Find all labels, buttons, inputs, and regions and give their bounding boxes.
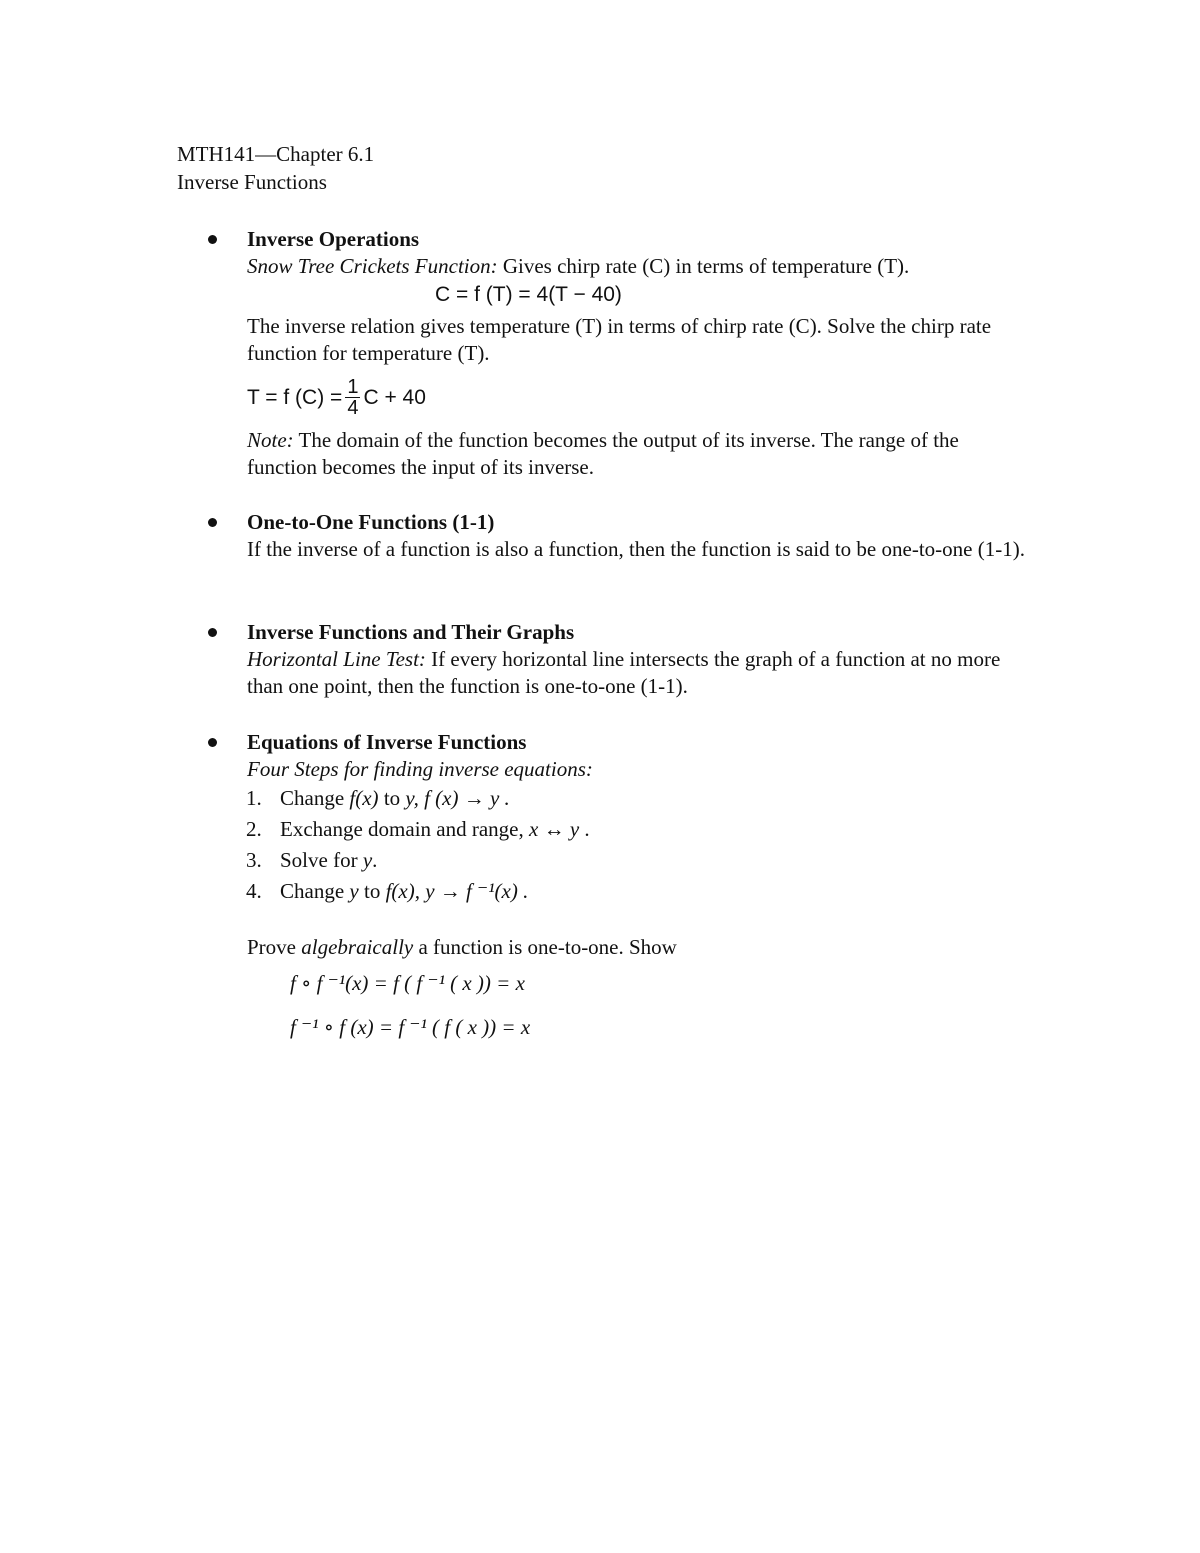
horizontal-line-test	[247, 646, 1030, 700]
fraction-denominator: 4	[347, 396, 359, 419]
step-item	[210, 814, 1030, 845]
prove-text: a function is one-to-one. Show	[413, 935, 677, 959]
composition-equation-1: f ∘ f ⁻¹(x) = f ( f ⁻¹ ( x )) = x	[290, 971, 525, 995]
topic-title: Inverse Functions	[177, 170, 327, 194]
section-one-to-one	[210, 509, 1030, 563]
section-equations	[210, 729, 1030, 1049]
section-title: One-to-One Functions (1-1)	[247, 510, 495, 534]
step-text: .	[579, 817, 590, 841]
section-title: Inverse Operations	[247, 227, 420, 251]
note-text: The domain of the function becomes the output of its inverse. The range of the function becomes the input of its inverse.	[247, 428, 959, 479]
step-number: 4.	[246, 879, 262, 903]
step-number: 3.	[246, 848, 262, 872]
section-text: If the inverse of a function is also a function, then the function is said to be one-to-one (1-1).	[247, 537, 1025, 561]
step-text: to	[378, 786, 406, 810]
step-math: x ↔ y	[529, 817, 580, 841]
step-math: y	[362, 848, 373, 872]
composition-equation-2: f ⁻¹ ∘ f (x) = f ⁻¹ ( f ( x )) = x	[290, 1015, 531, 1039]
step-item	[210, 876, 1030, 907]
step-text: Solve for	[280, 848, 363, 872]
step-math: f(x)	[349, 786, 379, 810]
step-text: to	[358, 879, 386, 903]
step-text: Change	[280, 786, 350, 810]
bullet-icon	[208, 518, 217, 527]
step-text: .	[372, 848, 378, 872]
eq-left: T = f (C) =	[247, 385, 343, 409]
label-italic: Horizontal Line Test:	[247, 647, 426, 671]
step-text: Change	[280, 879, 350, 903]
step-number: 2.	[246, 817, 262, 841]
label-italic: Snow Tree Crickets Function:	[247, 254, 498, 278]
step-text: Exchange domain and range,	[280, 817, 529, 841]
bullet-icon	[208, 628, 217, 637]
prove-emphasis: algebraically	[301, 935, 414, 959]
course-title: MTH141—Chapter 6.1	[177, 142, 375, 166]
chirp-equation: C = f (T) = 4(T − 40)	[435, 283, 622, 306]
step-number: 1.	[246, 786, 262, 810]
note-label: Note:	[247, 428, 294, 452]
section-title: Equations of Inverse Functions	[247, 730, 527, 754]
inverse-paragraph: The inverse relation gives temperature (T) in terms of chirp rate (C). Solve the chirp rate function for temperature (T).	[247, 314, 992, 365]
steps-subtitle: Four Steps for finding inverse equations:	[247, 757, 593, 781]
prove-paragraph	[247, 934, 1030, 961]
bullet-icon	[208, 235, 217, 244]
inverse-equation	[247, 369, 1030, 425]
cricket-description	[247, 253, 1030, 280]
section-title: Inverse Functions and Their Graphs	[247, 620, 575, 644]
bullet-icon	[208, 738, 217, 747]
step-math: y	[405, 786, 414, 810]
step-item	[210, 783, 1030, 814]
section-inverse-operations	[210, 226, 1030, 481]
fraction	[345, 377, 360, 418]
step-item	[210, 845, 1030, 876]
prove-text: Prove	[247, 935, 302, 959]
fraction-numerator: 1	[347, 375, 359, 398]
section-inverse-graphs	[210, 619, 1030, 700]
description-text: Gives chirp rate (C) in terms of temperature (T).	[497, 254, 910, 278]
document-header	[177, 140, 1037, 196]
eq-right: C + 40	[363, 385, 426, 409]
step-math: y	[349, 879, 359, 903]
note-paragraph	[247, 427, 1030, 481]
steps-list	[210, 783, 1030, 907]
step-math: , y → f ⁻¹(x) .	[414, 879, 529, 903]
step-math: , f (x) → y .	[413, 786, 510, 810]
test-text: If every horizontal line intersects the graph of a function at no more than one point, then the function is one-to-one (1-1).	[247, 647, 1001, 698]
step-math: f(x)	[385, 879, 415, 903]
